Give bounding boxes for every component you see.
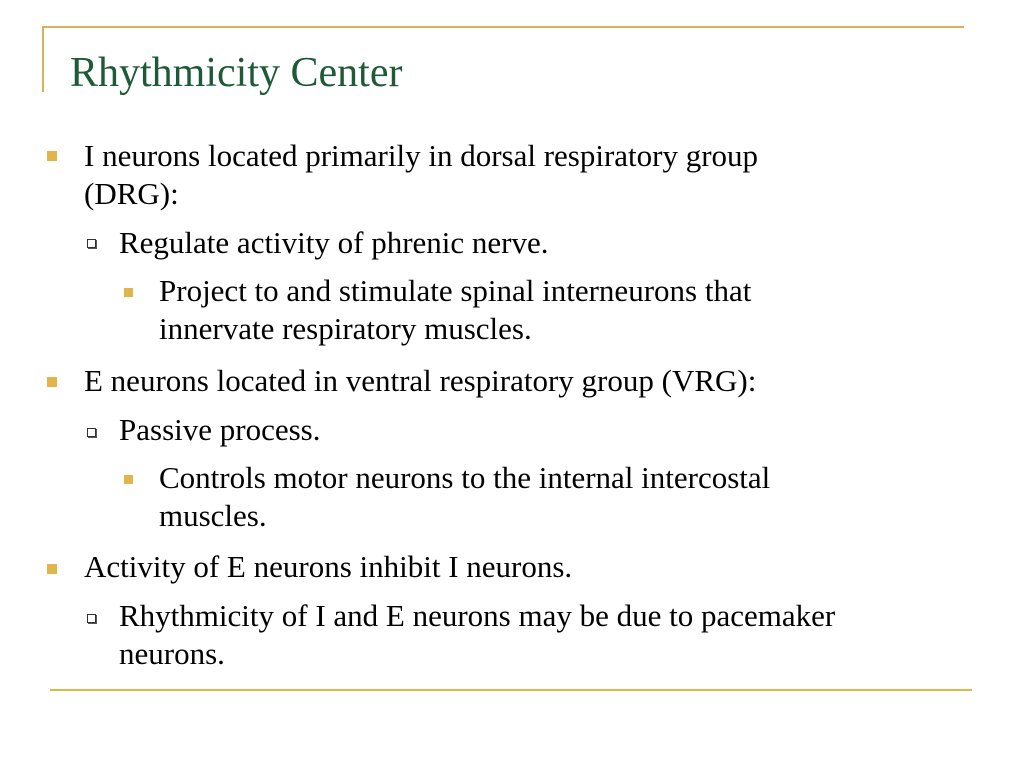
hollow-square-bullet-icon bbox=[87, 614, 96, 623]
bullet-text-line: I neurons located primarily in dorsal respiratory group bbox=[84, 138, 759, 173]
square-bullet-icon bbox=[124, 475, 133, 484]
bullet-text-line: Regulate activity of phrenic nerve. bbox=[119, 225, 549, 260]
square-bullet-icon bbox=[47, 564, 57, 574]
bullet-text-line: Project to and stimulate spinal interneurons that bbox=[159, 273, 752, 308]
bullet-text-line: neurons. bbox=[119, 636, 225, 671]
hollow-square-bullet-icon bbox=[87, 239, 96, 248]
bullet-text-line: innervate respiratory muscles. bbox=[159, 311, 532, 346]
bullet-text-line: muscles. bbox=[159, 498, 267, 533]
hollow-square-bullet-icon bbox=[87, 428, 96, 437]
square-bullet-icon bbox=[124, 288, 133, 297]
bullet-text-line: E neurons located in ventral respiratory group (VRG): bbox=[84, 363, 757, 398]
bullet-text-line: Activity of E neurons inhibit I neurons. bbox=[84, 549, 573, 584]
square-bullet-icon bbox=[47, 377, 57, 387]
bottom-frame-line bbox=[50, 689, 972, 691]
bullet-text-line: (DRG): bbox=[84, 176, 179, 211]
bullet-text-line: Controls motor neurons to the internal intercostal bbox=[159, 460, 771, 495]
bullet-text-line: Rhythmicity of I and E neurons may be due to pacemaker bbox=[119, 598, 836, 633]
slide-title: Rhythmicity Center bbox=[70, 50, 403, 96]
bullet-text-line: Passive process. bbox=[119, 412, 321, 447]
square-bullet-icon bbox=[47, 151, 57, 161]
